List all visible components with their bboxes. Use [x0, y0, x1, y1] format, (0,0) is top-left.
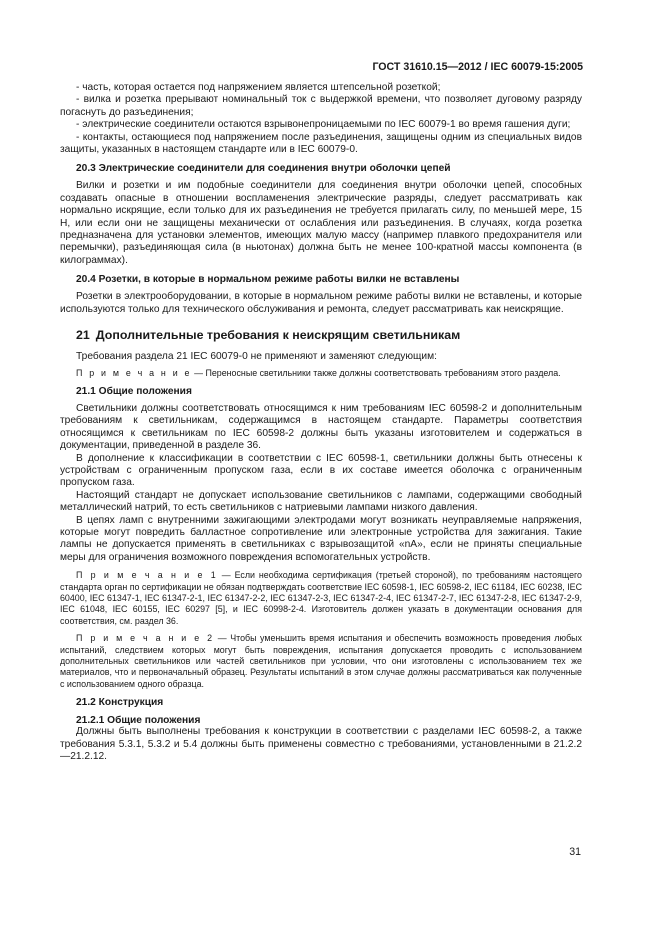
note-label: П р и м е ч а н и е	[76, 367, 192, 378]
list-item: - вилка и розетка прерывают номинальный ток с выдержкой времени, что позволяет дуговому разряду погаснуть до разъединения;	[60, 94, 582, 118]
note-label: П р и м е ч а н и е 1	[76, 570, 218, 581]
paragraph-20-4: Розетки в электрооборудовании, в которые в нормальном режиме работы вилки не вставлены, и которые используются только для технического обслуживания и ремонта, следует рассматривать как неискрящие.	[60, 291, 582, 315]
page-content	[60, 82, 582, 763]
paragraph-21-2-1: Должны быть выполнены требования к конструкции в соответствии с разделами IEC 60598-2, а также требования 5.3.1, 5.3.2 и 5.4 должны быть применены совместно с требованиями, установленными в 21.2.2—21.2.12.	[60, 726, 582, 763]
section-heading-20-3: 20.3 Электрические соединители для соединения внутри оболочки цепей	[76, 163, 451, 175]
page-header: ГОСТ 31610.15—2012 / IEC 60079-15:2005	[372, 61, 583, 73]
note-21-1-1	[60, 570, 582, 627]
note-label: П р и м е ч а н и е 2	[76, 633, 215, 644]
note-21-1-2	[60, 633, 582, 690]
note-text: — Чтобы уменьшить время испытания и обеспечить возможность проведения любых испытаний, следствием которых могут быть повреждения, испытания допускается проводить с использованием дополнительных светильников или частей светильников при условии, что они изготовлены с использованием тех же материалов, что и первоначальный образец. Результаты испытаний в этом случае должны рассматриваться как полученные с использованием одного образца.	[60, 633, 582, 689]
list-item: - часть, которая остается под напряжением является штепсельной розеткой;	[76, 82, 441, 93]
paragraph-21-intro: Требования раздела 21 IEC 60079-0 не применяют и заменяют следующим:	[76, 351, 437, 363]
paragraph-21-1-b: В дополнение к классификации в соответствии с IEC 60598-1, светильники должны быть отнесены к устройствам с ограниченным пропуском газа, если в их составе имеется оболочка с ограниченным пропуском газа.	[60, 452, 582, 489]
paragraph-20-3: Вилки и розетки и им подобные соединители для соединения внутри оболочки цепей, способных создавать опасные в отношении воспламенения электрические разряды, следует рассматривать как нормально искрящие, если только для их разъединения не требуется прилагать силу, по меньшей мере, 15 Н, или если они не защищены механически от ослабления или разъединения. В случаях, когда розетка предназначена для установки элементов, имеющих малую массу (например плавкого предохранителя или перемычки), разъединяющая сила (в ньютонах) должна быть не менее 100-кратной массы компонента (в килограммах).	[60, 180, 582, 266]
section-heading-21-2: 21.2 Конструкция	[76, 697, 164, 709]
page-number: 31	[569, 846, 581, 858]
section-title: Дополнительные требования к неискрящим светильникам	[95, 328, 461, 343]
note-text: — Если необходима сертификация (третьей стороной), по требованиям настоящего стандарта орган по сертификации не обязан подтверждать соответствие IEC 60598-1, IEC 60598-2, IEC 61184, IEC 60238, IEC 60400, IEC 61347-1, IEC 61347-2-1, IEC 61347-2-2, IEC 61347-2-3, IEC 61347-2-4, IEC 61347-2-7, IEC 61347-2-8, IEC 61347-2-9, IEC 61048, IEC 60155, IEC 60297 [5], и IEC 60998-2-4. Изготовитель должен указать в документации основания для соответствия, см. раздел 36.	[60, 570, 582, 626]
section-heading-21-1: 21.1 Общие положения	[76, 385, 192, 397]
paragraph-21-1-c: Настоящий стандарт не допускает использование светильников с лампами, содержащими свободный металлический натрий, то есть светильников с натриевыми лампами низкого давления.	[60, 489, 582, 514]
list-item: - контакты, остающиеся под напряжением после разъединения, защищены одним из специальных видов защиты, указанных в настоящем стандарте или в IEC 60079-0.	[60, 131, 582, 156]
note-text: — Переносные светильники также должны соответствовать требованиям этого раздела.	[191, 367, 561, 378]
note-21	[60, 368, 582, 379]
list-item: - электрические соединители остаются взрывонепроницаемыми по IEC 60079-1 во время гашения дуги;	[76, 119, 571, 131]
paragraph-21-1-a: Светильники должны соответствовать относящимся к ним требованиям IEC 60598-2 и дополнительным требованиям к светильникам, содержащимся в настоящем стандарте. Параметры соответствия относящимся к светильникам по IEC 60598-2 должны быть указаны изготовителем и содержаться в документации, приведенной в разделе 36.	[60, 402, 582, 452]
section-heading-21-2-1: 21.2.1 Общие положения	[76, 715, 201, 727]
paragraph-21-1-d: В цепях ламп с внутренними зажигающими электродами могут возникать неуправляемые напряжения, которые могут повредить балластное сопротивление или электронные устройства для зажигания. Такие лампы не допускается применять в светильниках с взрывозащитой «nA», если не приняты специальные меры для ограничения возможного повреждения вспомогательных устройств.	[60, 514, 582, 563]
section-number: 21	[76, 328, 90, 343]
section-heading-21	[76, 328, 582, 342]
section-heading-20-4: 20.4 Розетки, в которые в нормальном режиме работы вилки не вставлены	[76, 274, 460, 286]
